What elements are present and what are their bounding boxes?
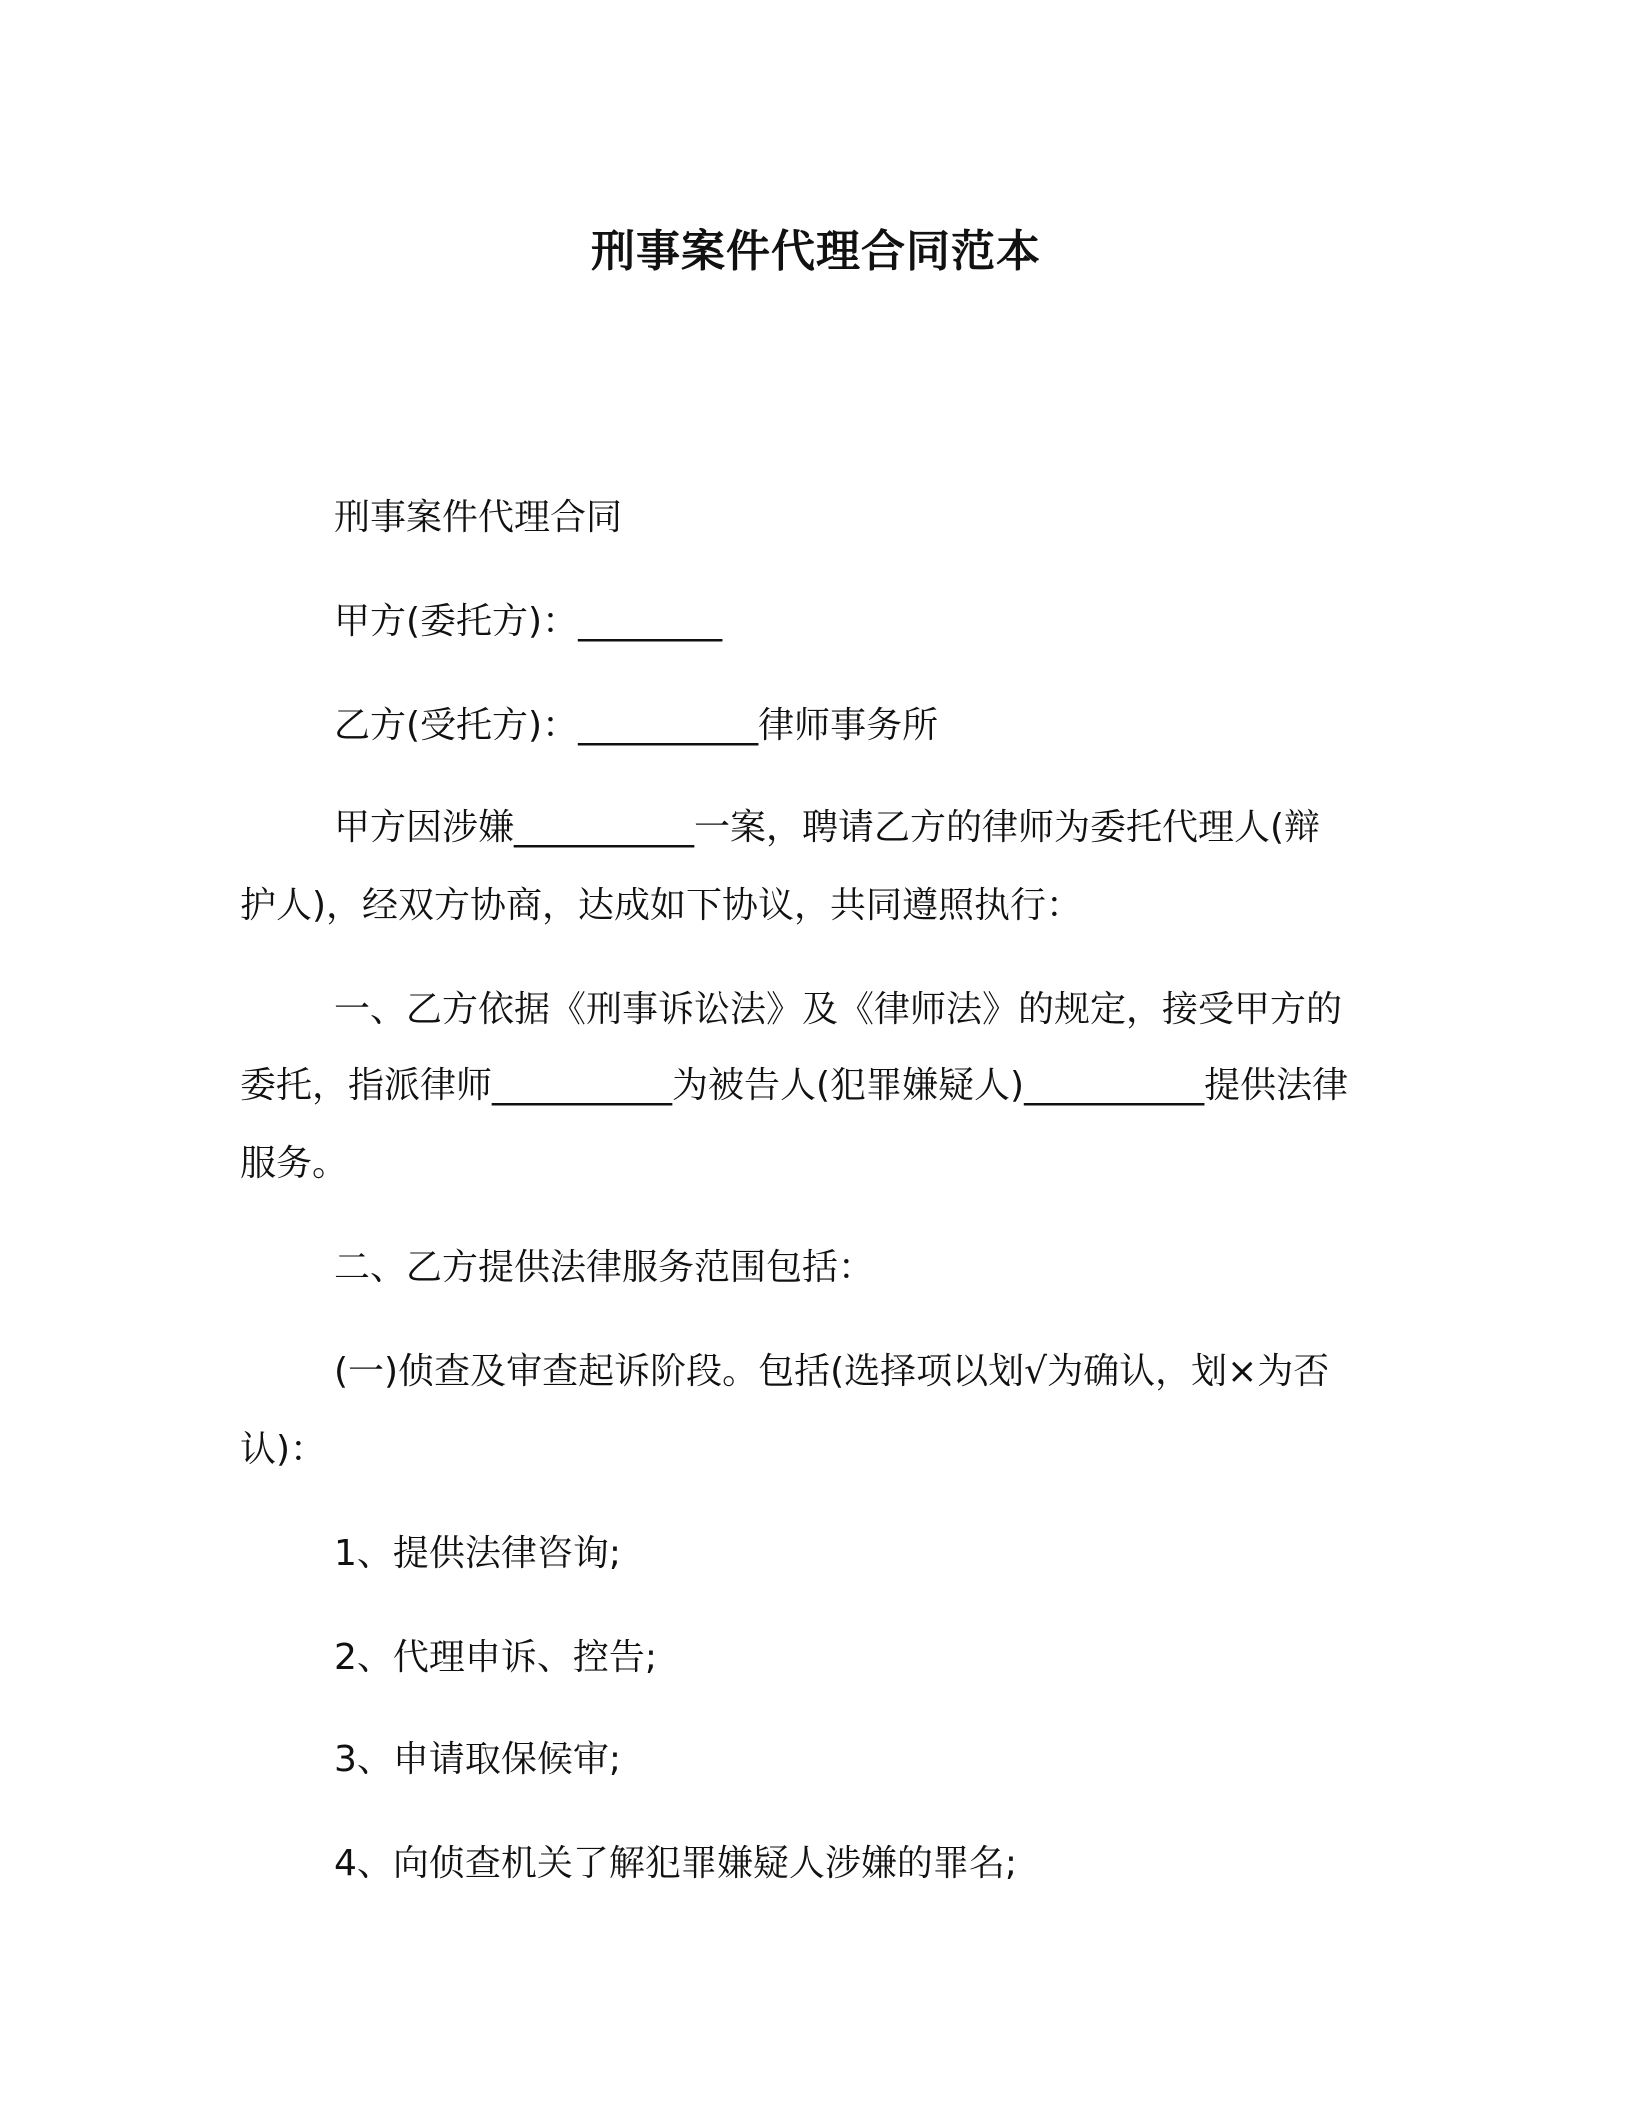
clause1-line-2: 委托，指派律师__________为被告人(犯罪嫌疑人)__________提供法律	[240, 1065, 1349, 1106]
list-item: 4、向侦查机关了解犯罪嫌疑人涉嫌的罪名;	[334, 1843, 1018, 1884]
clause1-line-1: 一、乙方依据《刑事诉讼法》及《律师法》的规定，接受甲方的	[334, 989, 1343, 1030]
intro-line-1: 甲方因涉嫌__________一案，聘请乙方的律师为委托代理人(辩	[334, 807, 1321, 848]
list-item: 2、代理申诉、控告;	[334, 1637, 658, 1678]
clause1-line-3: 服务。	[240, 1143, 349, 1184]
stage1-line-2: 认)：	[240, 1429, 327, 1470]
party-b-line: 乙方(受托方)：__________律师事务所	[334, 705, 939, 746]
document-title: 刑事案件代理合同范本	[591, 226, 1041, 277]
party-a-line: 甲方(委托方)：________	[334, 601, 723, 642]
stage1-line-1: (一)侦查及审查起诉阶段。包括(选择项以划√为确认，划×为否	[334, 1351, 1330, 1392]
intro-line-2: 护人)，经双方协商，达成如下协议，共同遵照执行：	[240, 885, 1083, 926]
contract-heading: 刑事案件代理合同	[334, 497, 623, 538]
clause2-line: 二、乙方提供法律服务范围包括：	[334, 1247, 875, 1288]
list-item: 1、提供法律咨询;	[334, 1533, 622, 1574]
list-item: 3、申请取保候审;	[334, 1739, 622, 1780]
